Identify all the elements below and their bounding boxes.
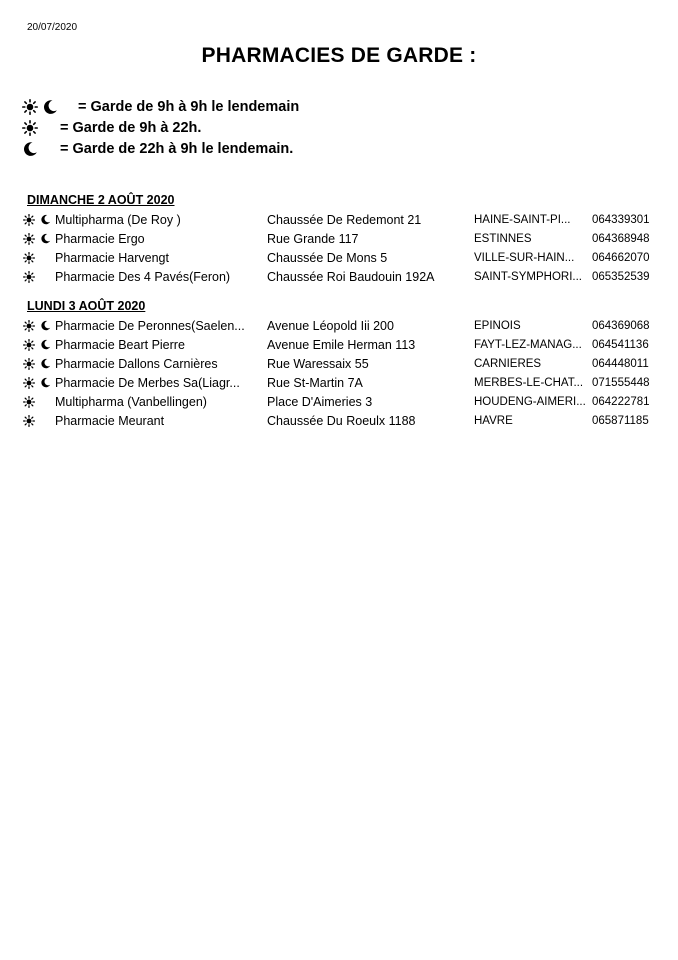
pharmacy-address: Place D'Aimeries 3 [267,394,373,409]
page-title: PHARMACIES DE GARDE : [201,44,477,67]
pharmacy-address: Rue St-Martin 7A [267,375,363,390]
pharmacy-name: Pharmacie Meurant [55,413,165,428]
pharmacy-name: Pharmacie Beart Pierre [55,337,185,352]
pharmacy-row [22,316,662,335]
sun-icon [22,339,36,351]
pharmacy-row [22,229,662,248]
pharmacy-phone: 071555448 [592,376,650,389]
sun-icon [22,214,36,226]
sun-icon [22,320,36,332]
moon-icon [22,141,38,157]
pharmacy-city: MERBES-LE-CHAT... [474,376,584,389]
pharmacy-address: Chaussée De Mons 5 [267,250,388,265]
pharmacy-city: FAYT-LEZ-MANAG... [474,338,582,351]
pharmacy-row [22,335,662,354]
sun-icon [22,271,36,283]
pharmacy-city: SAINT-SYMPHORI... [474,270,582,283]
pharmacy-list [22,210,662,286]
pharmacy-phone: 064541136 [592,338,649,351]
pharmacy-name: Pharmacie Harvengt [55,250,169,265]
legend-line-full [22,96,299,117]
legend-text-night: = Garde de 22h à 9h le lendemain. [60,140,294,157]
pharmacy-name: Pharmacie De Peronnes(Saelen... [55,318,245,333]
sun-icon [22,358,36,370]
pharmacy-phone: 064368948 [592,232,650,245]
pharmacy-phone: 064662070 [592,251,650,264]
pharmacy-city: HOUDENG-AIMERI... [474,395,586,408]
section-sunday [22,190,662,286]
moon-icon [38,233,52,244]
sun-icon [22,415,36,427]
pharmacy-name: Pharmacie Dallons Carnières [55,356,218,371]
pharmacy-address: Rue Grande 117 [267,231,359,246]
pharmacy-row [22,210,662,229]
pharmacy-address: Chaussée Du Roeulx 1188 [267,413,416,428]
pharmacy-address: Chaussée Roi Baudouin 192A [267,269,435,284]
legend-line-night [22,138,299,159]
pharmacy-name: Multipharma (De Roy ) [55,212,181,227]
pharmacy-phone: 065871185 [592,414,649,427]
pharmacy-name: Multipharma (Vanbellingen) [55,394,207,409]
pharmacy-address: Avenue Emile Herman 113 [267,337,416,352]
pharmacy-row [22,354,662,373]
pharmacy-city: VILLE-SUR-HAIN... [474,251,575,264]
pharmacy-city: CARNIÈRES [474,357,542,370]
pharmacy-row [22,248,662,267]
legend [22,96,299,159]
pharmacy-row [22,392,662,411]
pharmacy-city: HAVRÉ [474,414,513,427]
section-monday [22,296,662,430]
pharmacy-row [22,411,662,430]
pharmacy-address: Rue Waressaix 55 [267,356,369,371]
sun-icon [22,396,36,408]
legend-line-day [22,117,299,138]
pharmacy-list [22,316,662,430]
sun-icon [22,377,36,389]
pharmacy-city: HAINE-SAINT-PI... [474,213,571,226]
moon-icon [38,358,52,369]
pharmacy-phone: 064369068 [592,319,650,332]
moon-icon [38,214,52,225]
sun-icon [22,233,36,245]
sun-icon [22,120,38,136]
pharmacy-phone: 064448011 [592,357,649,370]
legend-text-full: = Garde de 9h à 9h le lendemain [78,98,300,115]
moon-icon [38,377,52,388]
section-heading: DIMANCHE 2 AOÛT 2020 [27,193,175,207]
pharmacy-name: Pharmacie De Merbes Sa(Liagr... [55,375,240,390]
pharmacy-row [22,267,662,286]
pharmacy-row [22,373,662,392]
legend-text-day: = Garde de 9h à 22h. [60,119,202,136]
pharmacy-phone: 064222781 [592,395,650,408]
sun-icon [22,252,36,264]
pharmacy-name: Pharmacie Des 4 Pavés(Feron) [55,269,231,284]
pharmacy-phone: 065352539 [592,270,650,283]
pharmacy-city: ESTINNES [474,232,532,245]
pharmacy-address: Chaussée De Redemont 21 [267,212,422,227]
pharmacy-name: Pharmacie Ergo [55,231,145,246]
moon-icon [42,99,58,115]
sun-icon [22,99,38,115]
pharmacy-address: Avenue Léopold Iii 200 [267,318,394,333]
moon-icon [38,339,52,350]
moon-icon [38,320,52,331]
pharmacy-city: EPINOIS [474,319,521,332]
section-heading: LUNDI 3 AOÛT 2020 [27,299,146,313]
pharmacy-phone: 064339301 [592,213,650,226]
document-date: 20/07/2020 [27,22,78,33]
